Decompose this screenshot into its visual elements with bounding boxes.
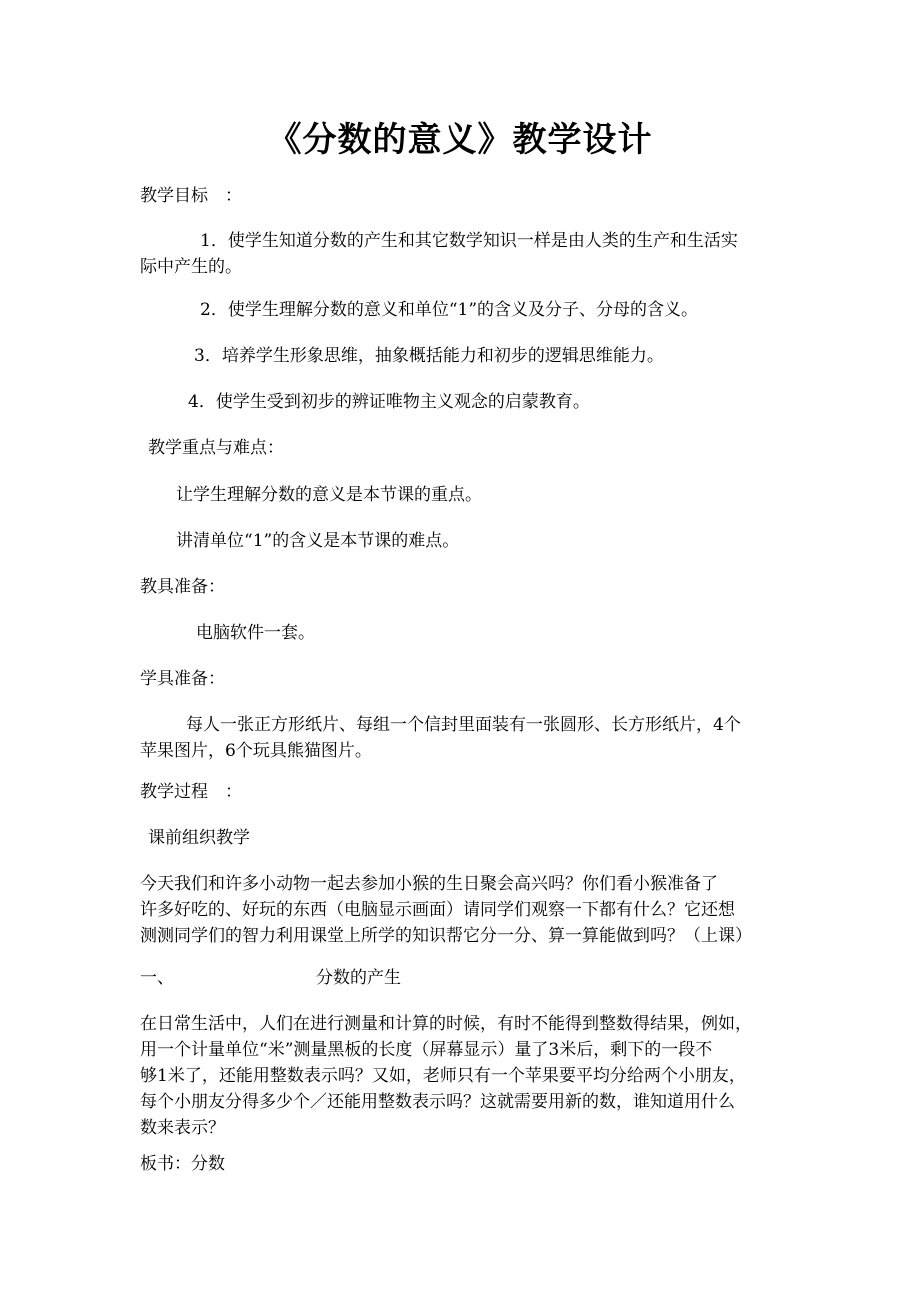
student-materials-line-2: 苹果图片，6个玩具熊猫图片。 xyxy=(140,741,372,761)
intro-line-2: 许多好吃的、好玩的东西（电脑显示画面）请同学们观察一下都有什么？它还想 xyxy=(140,900,735,920)
section-1-number: 一、 xyxy=(140,968,174,988)
intro-line-1: 今天我们和许多小动物一起去参加小猴的生日聚会高兴吗？你们看小猴准备了 xyxy=(140,874,718,894)
section-1-paragraph xyxy=(140,1011,820,1141)
key-point-focus: 让学生理解分数的意义是本节课的重点。 xyxy=(176,485,482,505)
key-points-heading: 教学重点与难点： xyxy=(148,438,284,458)
key-point-difficulty: 讲清单位“1”的含义是本节课的难点。 xyxy=(176,531,460,551)
student-materials-heading: 学具准备： xyxy=(140,669,225,689)
objective-item-1-line-2: 际中产生的。 xyxy=(140,257,242,277)
objective-item-1-line-1: 1．使学生知道分数的产生和其它数学知识一样是由人类的生产和生活实 xyxy=(200,231,738,251)
section-1-line-2: 用一个计量单位“米”测量黑板的长度（屏幕显示）量了3米后，剩下的一段不 xyxy=(140,1040,713,1060)
intro-line-3: 测测同学们的智力利用课堂上所学的知识帮它分一分、算一算能做到吗？（上课） xyxy=(140,926,752,946)
process-heading: 教学过程 ： xyxy=(140,782,242,802)
student-materials-line-1: 每人一张正方形纸片、每组一个信封里面装有一张圆形、长方形纸片，4个 xyxy=(186,715,741,735)
objective-item-1 xyxy=(140,228,820,280)
section-1-line-1: 在日常生活中，人们在进行测量和计算的时候，有时不能得到整数得结果，例如， xyxy=(140,1014,752,1034)
section-1-line-3: 够1米了，还能用整数表示吗？又如，老师只有一个苹果要平均分给两个小朋友， xyxy=(140,1066,746,1086)
board-note: 板书：分数 xyxy=(140,1154,225,1174)
section-1-line-5: 数来表示？ xyxy=(140,1118,225,1138)
section-1-line-4: 每个小朋友分得多少个／还能用整数表示吗？这就需要用新的数，谁知道用什么 xyxy=(140,1092,735,1112)
objective-item-4: 4．使学生受到初步的辨证唯物主义观念的启蒙教育。 xyxy=(188,392,590,412)
teacher-materials-content: 电脑软件一套。 xyxy=(196,623,315,643)
teacher-materials-heading: 教具准备： xyxy=(140,577,225,597)
objective-item-2: 2．使学生理解分数的意义和单位“1”的含义及分子、分母的含义。 xyxy=(200,300,699,320)
student-materials-content xyxy=(140,712,820,764)
objectives-heading: 教学目标 ： xyxy=(140,186,242,206)
section-1-title: 分数的产生 xyxy=(316,968,401,988)
intro-paragraph xyxy=(140,871,820,949)
pre-class-label: 课前组织教学 xyxy=(148,828,250,848)
objective-item-3: 3．培养学生形象思维，抽象概括能力和初步的逻辑思维能力。 xyxy=(194,346,664,366)
document-title: 《分数的意义》教学设计 xyxy=(267,120,653,160)
